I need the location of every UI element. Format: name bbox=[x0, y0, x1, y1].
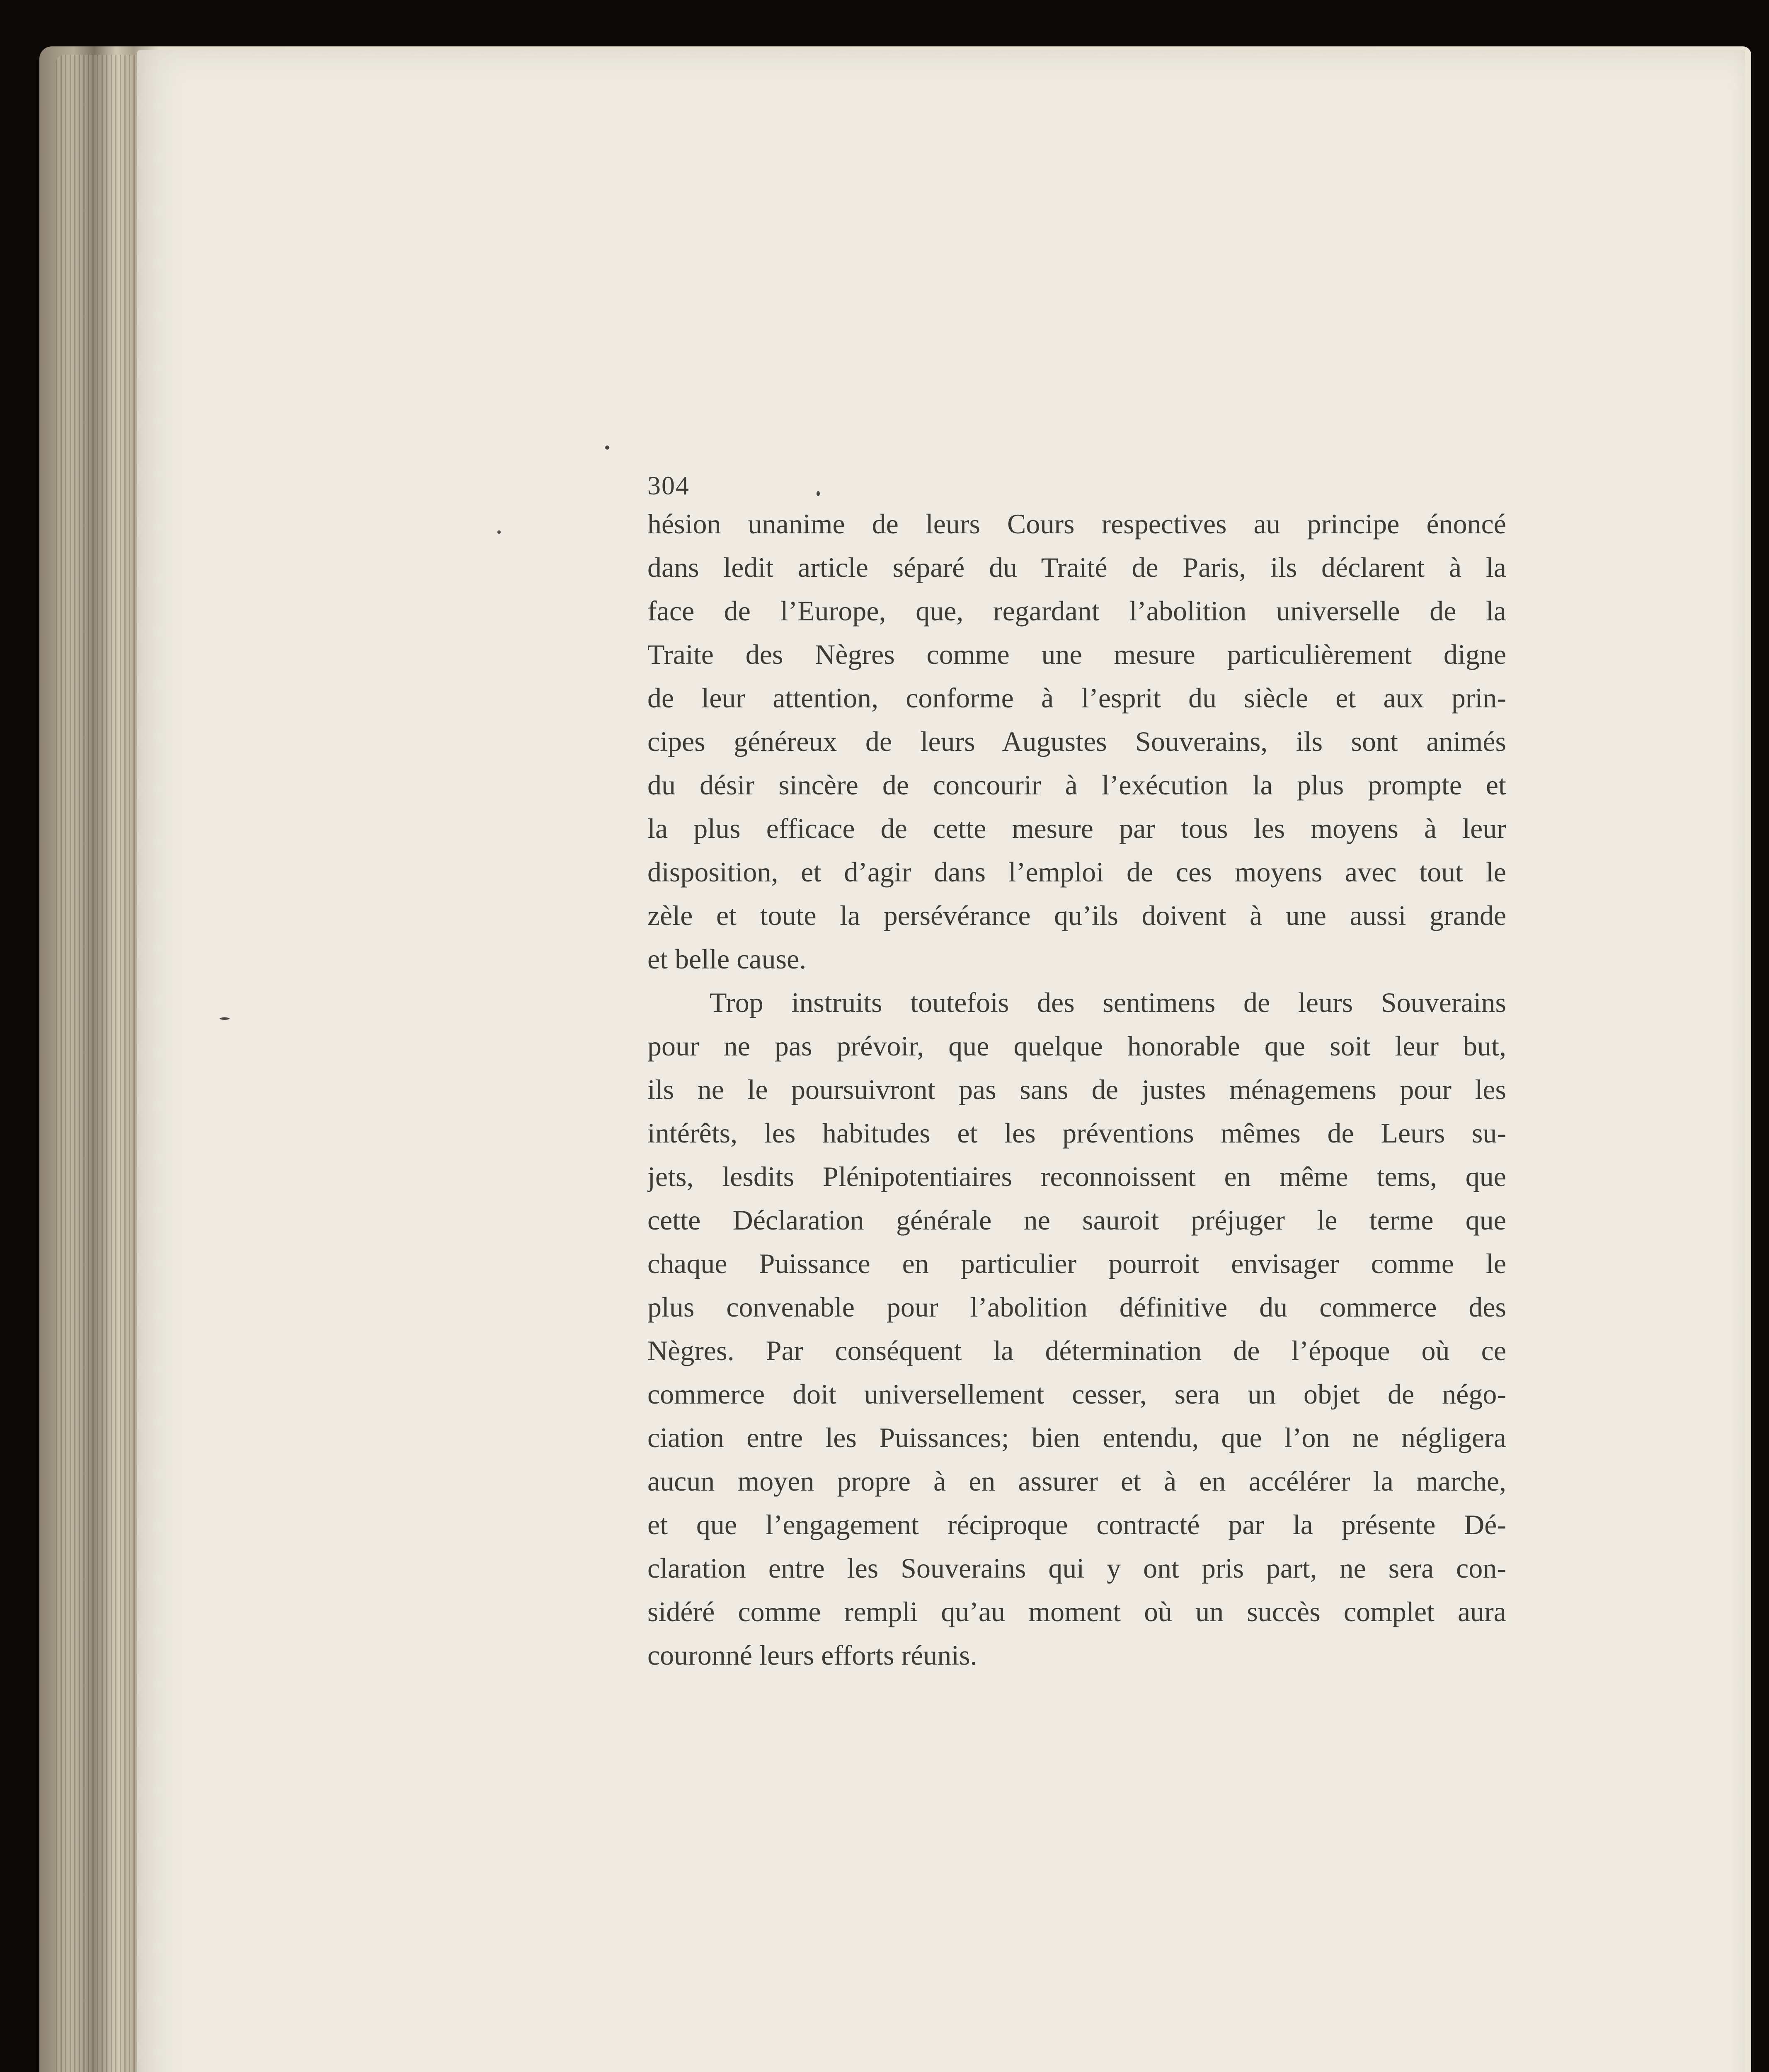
paragraph-1 bbox=[647, 502, 1506, 981]
text-line: zèle et toute la persévérance qu’ils doivent à une aussi grande bbox=[647, 900, 1506, 931]
text-line: face de l’Europe, que, regardant l’abolition universelle de la bbox=[647, 595, 1506, 627]
text-line: claration entre les Souverains qui y ont pris part, ne sera con- bbox=[647, 1552, 1506, 1584]
text-line: du désir sincère de concourir à l’exécution la plus prompte et bbox=[647, 769, 1506, 801]
text-line: jets, lesdits Plénipotentiaires reconnoissent en même tems, que bbox=[647, 1161, 1506, 1192]
text-line: Nègres. Par conséquent la détermination de l’époque où ce bbox=[647, 1335, 1506, 1366]
text-line: pour ne pas prévoir, que quelque honorable que soit leur but, bbox=[647, 1030, 1506, 1062]
text-line: cipes généreux de leurs Augustes Souverains, ils sont animés bbox=[647, 726, 1506, 757]
text-line: hésion unanime de leurs Cours respectives au principe énoncé bbox=[647, 508, 1506, 540]
text-line: Traite des Nègres comme une mesure particulièrement digne bbox=[647, 639, 1506, 670]
text-line: chaque Puissance en particulier pourroit envisager comme le bbox=[647, 1248, 1506, 1279]
text-line: Trop instruits toutefois des sentimens de leurs Souverains bbox=[710, 987, 1506, 1018]
text-line: aucun moyen propre à en assurer et à en accélérer la marche, bbox=[647, 1465, 1506, 1497]
text-line: intérêts, les habitudes et les préventions mêmes de Leurs su- bbox=[647, 1117, 1506, 1149]
text-line: commerce doit universellement cesser, sera un objet de négo- bbox=[647, 1378, 1506, 1410]
text-line: de leur attention, conforme à l’esprit du siècle et aux prin- bbox=[647, 682, 1506, 714]
text-line: sidéré comme rempli qu’au moment où un succès complet aura bbox=[647, 1596, 1506, 1627]
text-line: disposition, et d’agir dans l’emploi de ces moyens avec tout le bbox=[647, 856, 1506, 888]
text-block bbox=[647, 472, 1506, 1677]
page-number: 304 bbox=[647, 471, 690, 500]
text-line: et belle cause. bbox=[647, 943, 807, 975]
text-line: dans ledit article séparé du Traité de Paris, ils déclarent à la bbox=[647, 552, 1506, 583]
text-line: ils ne le poursuivront pas sans de justes ménagemens pour les bbox=[647, 1074, 1506, 1105]
text-line: couronné leurs efforts réunis. bbox=[647, 1639, 977, 1671]
paragraph-2 bbox=[647, 981, 1506, 1677]
text-line: cette Déclaration générale ne sauroit préjuger le terme que bbox=[647, 1204, 1506, 1236]
text-line: ciation entre les Puissances; bien entendu, que l’on ne négligera bbox=[647, 1422, 1506, 1453]
text-line: la plus efficace de cette mesure par tous les moyens à leur bbox=[647, 813, 1506, 844]
text-line: plus convenable pour l’abolition définitive du commerce des bbox=[647, 1291, 1506, 1323]
text-line: et que l’engagement réciproque contracté par la présente Dé- bbox=[647, 1509, 1506, 1540]
